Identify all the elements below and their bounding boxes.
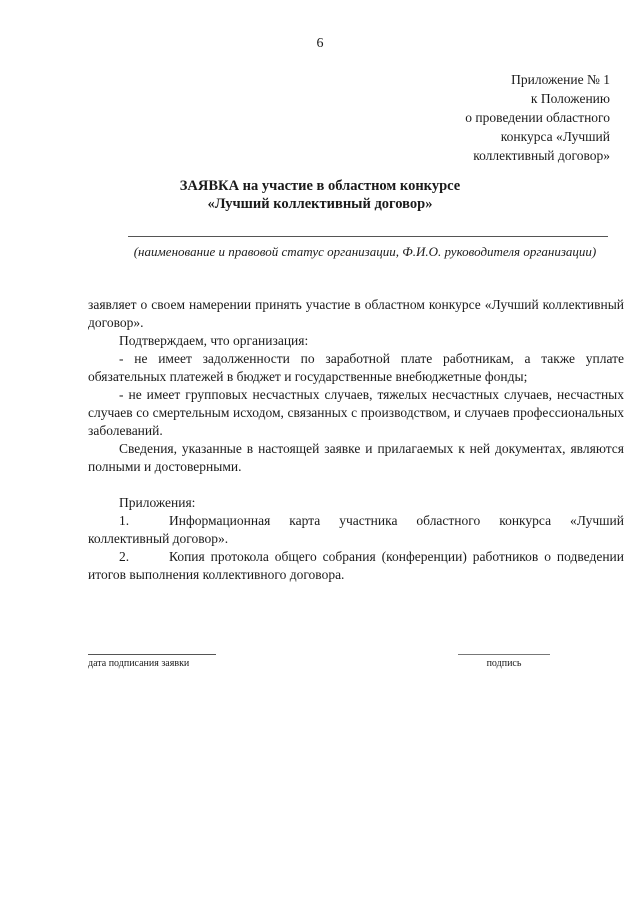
appendix-line: коллективный договор» [473, 148, 610, 163]
date-signature-label: дата подписания заявки [88, 658, 190, 669]
page-number: 6 [316, 36, 324, 51]
title-line-1: ЗАЯВКА на участие в областном конкурсе [179, 178, 461, 194]
appendix-line: Приложение № 1 [511, 72, 610, 87]
attachments-heading: Приложения: [119, 495, 196, 510]
document-body [88, 296, 624, 584]
confirm-paragraph: Подтверждаем, что организация: [119, 333, 309, 348]
spacer [88, 476, 624, 494]
appendix-line: о проведении областного [465, 110, 610, 125]
attachment-number: 2. [119, 549, 130, 564]
reliability-paragraph: Сведения, указанные в настоящей заявке и прилагаемых к ней документах, являются полными и достоверными. [88, 441, 624, 474]
document-title [0, 177, 640, 213]
signature-label: подпись [486, 658, 522, 669]
attachment-text: Информационная карта участника областного конкурса «Лучший коллективный договор». [88, 513, 624, 546]
organization-caption: (наименование и правовой статус организации, Ф.И.О. руководителя организации) [133, 244, 597, 259]
appendix-line: конкурса «Лучший [500, 129, 610, 144]
title-line-2: «Лучший коллективный договор» [207, 196, 433, 212]
signature-line [458, 654, 550, 655]
attachment-number: 1. [119, 513, 130, 528]
appendix-line: к Положению [530, 91, 610, 106]
condition-item-1: - не имеет задолженности по заработной плате работникам, а также уплате обязательных платежей в бюджет и государственные внебюджетные фонды; [88, 351, 624, 384]
organization-fill-line [128, 236, 608, 237]
attachment-text: Копия протокола общего собрания (конференции) работников о подведении итогов выполнения коллективного договора. [88, 549, 624, 582]
attachment-item-1 [88, 512, 624, 548]
intro-paragraph: заявляет о своем намерении принять участие в областном конкурсе «Лучший коллективный договор». [88, 297, 624, 330]
appendix-reference [350, 70, 610, 165]
date-signature-line [88, 654, 216, 655]
attachment-item-2 [88, 548, 624, 584]
condition-item-2: - не имеет групповых несчастных случаев, тяжелых несчастных случаев, несчастных случаев со смертельным исходом, связанных с производством, и случаев профессиональных заболеваний. [88, 387, 624, 438]
